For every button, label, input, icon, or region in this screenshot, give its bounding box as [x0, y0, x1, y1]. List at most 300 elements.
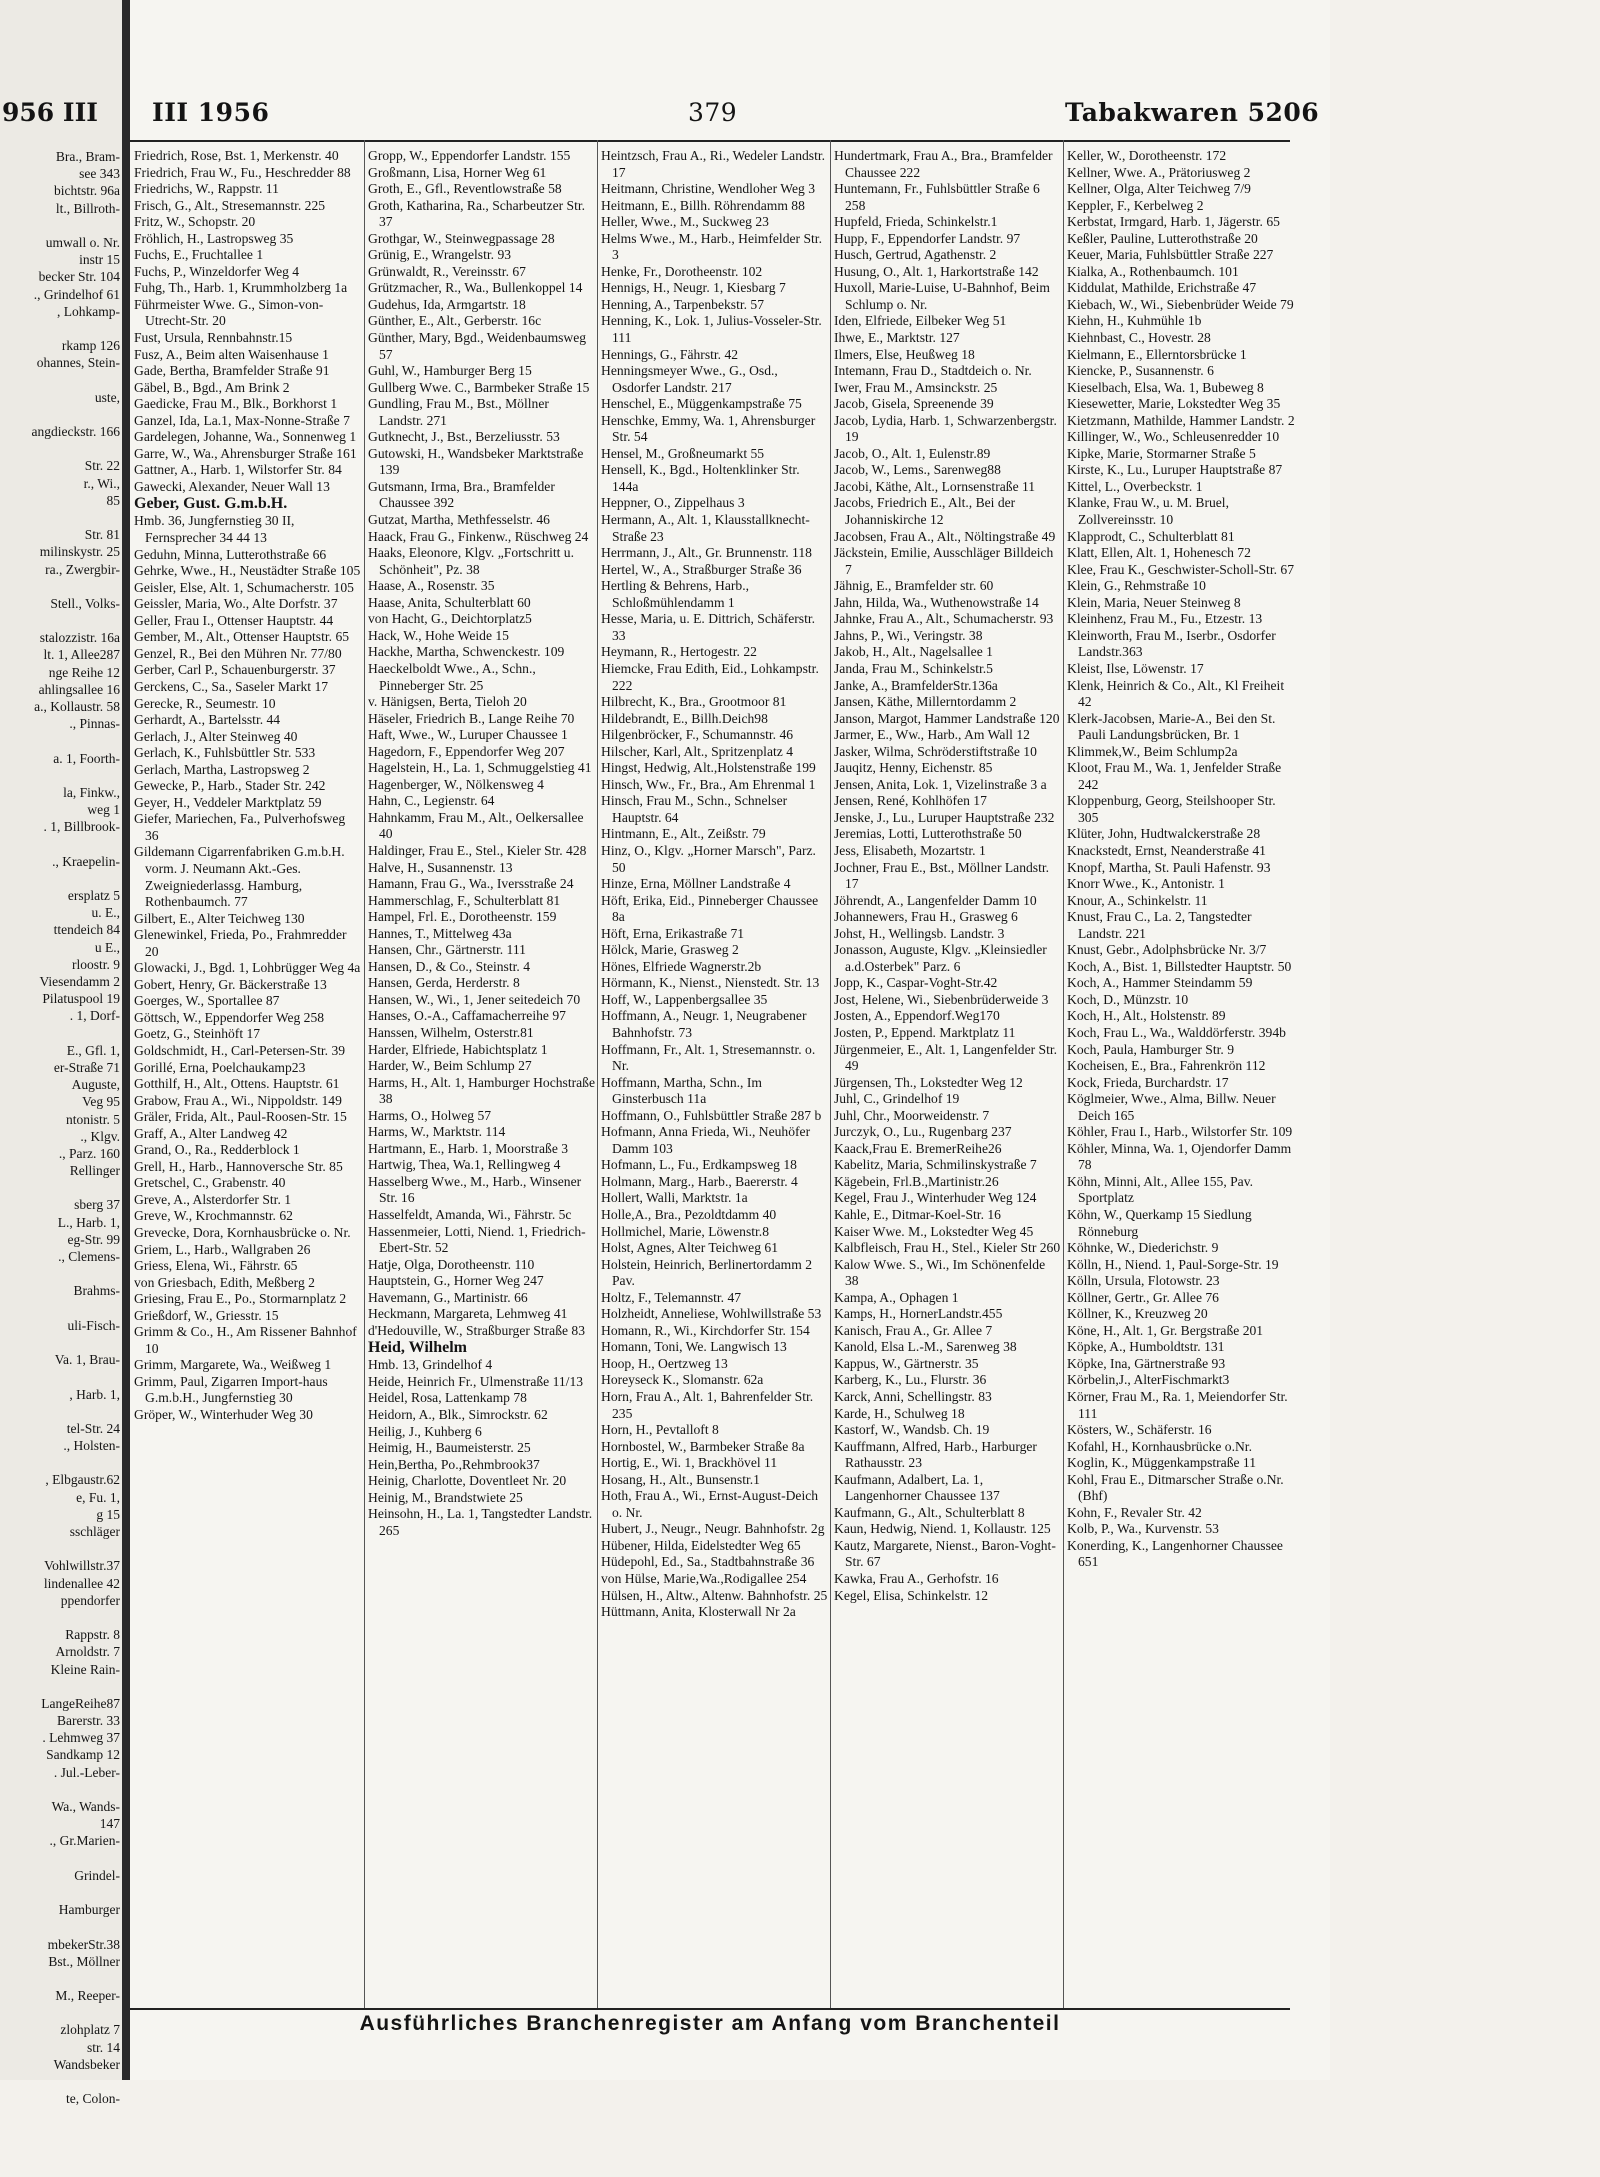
- directory-entry: Jarmer, E., Ww., Harb., Am Wall 12: [834, 727, 1030, 743]
- running-head-section: Tabakwaren 5206: [1065, 98, 1320, 127]
- directory-entry: Glowacki, J., Bgd. 1, Lohbrügger Weg 4a: [134, 960, 361, 976]
- directory-entry: Kanisch, Frau A., Gr. Allee 7: [834, 1322, 993, 1338]
- left-page-fragment-line: [2, 1781, 120, 1798]
- left-page-fragment-line: ., Klgv.: [80, 1128, 120, 1144]
- directory-entry: Fröhlich, H., Lastropsweg 35: [134, 230, 294, 246]
- directory-entry: Kalow Wwe. S., Wi., Im Schönenfelde 38: [834, 1256, 1046, 1289]
- left-page-fragment-line: ersplatz 5: [67, 888, 120, 904]
- directory-entry: Hupfeld, Frieda, Schinkelstr.1: [834, 214, 998, 230]
- directory-entry: Koch, D., Münzstr. 10: [1067, 991, 1189, 1007]
- left-page-fragment-line: [2, 1850, 120, 1867]
- directory-entry: Grünig, E., Wrangelstr. 93: [368, 247, 512, 263]
- directory-entry: Harder, W., Beim Schlump 27: [368, 1058, 532, 1074]
- directory-entry: Jürgenmeier, E., Alt. 1, Langenfelder Str. 49: [834, 1041, 1058, 1074]
- directory-entry: von Hülse, Marie,Wa.,Rodigallee 254: [601, 1571, 807, 1587]
- directory-entry: Köne, H., Alt. 1, Gr. Bergstraße 201: [1067, 1322, 1264, 1338]
- directory-entry: Klee, Frau K., Geschwister-Scholl-Str. 67: [1067, 561, 1295, 577]
- left-page-fragment-line: Barerstr. 33: [57, 1713, 120, 1729]
- directory-entry: Hilgenbröcker, F., Schumannstr. 46: [601, 727, 794, 743]
- directory-entry: Hingst, Hedwig, Alt.,Holstenstraße 199: [601, 760, 816, 776]
- left-page-fragment-line: ahlingsallee 16: [38, 681, 120, 697]
- directory-entry: Hölck, Marie, Grasweg 2: [601, 942, 739, 958]
- directory-entry: Goldschmidt, H., Carl-Petersen-Str. 39: [134, 1042, 346, 1058]
- directory-entry: Jauqitz, Henny, Eichenstr. 85: [834, 760, 993, 776]
- left-page-fragment-line: ., Parz. 160: [58, 1145, 120, 1161]
- directory-entry: Hinz, O., Klgv. „Horner Marsch", Parz. 50: [601, 842, 816, 875]
- left-page-fragment-line: see 343: [79, 166, 120, 182]
- directory-entry: Gawecki, Alexander, Neuer Wall 13: [134, 478, 330, 494]
- directory-entry: Heckmann, Margareta, Lehmweg 41: [368, 1306, 568, 1322]
- left-page-fragment-line: 85: [106, 492, 120, 508]
- directory-entry: Goerges, W., Sportallee 87: [134, 993, 280, 1009]
- directory-entry: Hildebrandt, E., Billh.Deich98: [601, 710, 768, 726]
- directory-entry: Hagedorn, F., Eppendorfer Weg 207: [368, 743, 565, 759]
- left-page-fragment-line: [2, 1025, 120, 1042]
- directory-entry: Köhnke, W., Diederichstr. 9: [1067, 1240, 1219, 1256]
- directory-entry: Heller, Wwe., M., Suckweg 23: [601, 214, 769, 230]
- directory-entry: Geduhn, Minna, Lutterothstraße 66: [134, 546, 327, 562]
- directory-entry: Harder, Elfriede, Habichtsplatz 1: [368, 1041, 548, 1057]
- directory-entry: Hundertmark, Frau A., Bra., Bramfelder Chaussee 222: [834, 148, 1053, 180]
- directory-entry: Kohn, F., Revaler Str. 42: [1067, 1504, 1202, 1520]
- left-page-fragment-line: uste,: [94, 389, 120, 405]
- directory-entry: Hoffmann, A., Neugr. 1, Neugrabener Bahnhofstr. 73: [601, 1008, 807, 1040]
- directory-entry: Klimmek,W., Beim Schlump2a: [1067, 743, 1238, 759]
- left-page-fragment-line: ohannes, Stein-: [36, 355, 120, 371]
- left-page-fragment-line: ., Pinnas-: [69, 716, 120, 732]
- directory-entry: Iden, Elfriede, Eilbeker Weg 51: [834, 313, 1007, 329]
- directory-entry: Klenk, Heinrich & Co., Alt., Kl Freiheit 42: [1067, 677, 1285, 710]
- directory-entry: Kautz, Margarete, Nienst., Baron-Voght-Str. 67: [834, 1537, 1056, 1570]
- directory-entry: Griess, Elena, Wi., Fährstr. 65: [134, 1258, 298, 1274]
- directory-entry: Hosang, H., Alt., Bunsenstr.1: [601, 1471, 760, 1487]
- directory-entry: Fuchs, P., Winzeldorfer Weg 4: [134, 263, 300, 279]
- directory-entry: Gorillé, Erna, Poelchaukamp23: [134, 1059, 306, 1075]
- directory-entry: Groth, E., Gfl., Reventlowstraße 58: [368, 181, 562, 197]
- directory-entry: Hammerschlag, F., Schulterblatt 81: [368, 892, 561, 908]
- directory-entry: Gutowski, H., Wandsbeker Marktstraße 139: [368, 445, 584, 478]
- left-page-text-column: [2, 148, 120, 2107]
- directory-entry: Graff, A., Alter Landweg 42: [134, 1125, 288, 1141]
- directory-entry: Greve, W., Krochmannstr. 62: [134, 1208, 293, 1224]
- directory-entry: Grimm, Paul, Zigarren Import-haus G.m.b.H., Jungfernstieg 30: [134, 1373, 328, 1406]
- directory-entry: Karck, Anni, Schellingstr. 83: [834, 1389, 992, 1405]
- directory-entry: Hubert, J., Neugr., Neugr. Bahnhofstr. 2g: [601, 1521, 825, 1537]
- directory-entry: Henning, A., Tarpenbekstr. 57: [601, 296, 765, 312]
- directory-entry: Huxoll, Marie-Luise, U-Bahnhof, Beim Schlump o. Nr.: [834, 280, 1050, 312]
- directory-entry: Haft, Wwe., W., Luruper Chaussee 1: [368, 727, 568, 743]
- directory-entry: Holst, Agnes, Alter Teichweg 61: [601, 1240, 779, 1256]
- directory-entry: Kellner, Olga, Alter Teichweg 7/9: [1067, 181, 1251, 197]
- directory-entry: Glenewinkel, Frieda, Po., Frahmredder 20: [134, 927, 347, 959]
- directory-entry: Heintzsch, Frau A., Ri., Wedeler Landstr. 17: [601, 148, 826, 180]
- directory-entry: Knackstedt, Ernst, Neanderstraße 41: [1067, 842, 1266, 858]
- directory-entry: Köhler, Frau I., Harb., Wilstorfer Str. 109: [1067, 1124, 1293, 1140]
- directory-entry: Hackhe, Martha, Schwenckestr. 109: [368, 644, 565, 660]
- left-page-fragment-line: ., Grindelhof 61: [33, 286, 120, 302]
- directory-entry: Körner, Frau M., Ra. 1, Meiendorfer Str. 111: [1067, 1389, 1288, 1421]
- directory-entry: Karberg, K., Lu., Flurstr. 36: [834, 1372, 987, 1388]
- directory-entry: Geisler, Else, Alt. 1, Schumacherstr. 105: [134, 579, 354, 595]
- directory-entry: Grützmacher, R., Wa., Bullenkoppel 14: [368, 280, 583, 296]
- directory-entry: Homann, R., Wi., Kirchdorfer Str. 154: [601, 1322, 810, 1338]
- left-page-fragment-line: Str. 22: [84, 458, 120, 474]
- directory-entry: Hoop, H., Oertzweg 13: [601, 1355, 728, 1371]
- directory-entry: Gerber, Carl P., Schauenburgerstr. 37: [134, 662, 336, 678]
- left-page-fragment-line: [2, 732, 120, 749]
- left-page-fragment-line: [2, 320, 120, 337]
- directory-entry: Gade, Bertha, Bramfelder Straße 91: [134, 363, 330, 379]
- directory-entry: Fust, Ursula, Rennbahnstr.15: [134, 330, 293, 346]
- directory-entry: Kiehn, H., Kuhmühle 1b: [1067, 313, 1202, 329]
- directory-entry: Kampa, A., Ophagen 1: [834, 1289, 959, 1305]
- directory-entry: Kiesewetter, Marie, Lokstedter Weg 35: [1067, 396, 1281, 412]
- directory-entry: Hatje, Olga, Dorotheenstr. 110: [368, 1256, 535, 1272]
- directory-entry: Jähnig, E., Bramfelder str. 60: [834, 578, 994, 594]
- directory-entry: Grand, O., Ra., Redderblock 1: [134, 1142, 300, 1158]
- left-page-fragment-line: [2, 217, 120, 234]
- directory-entry: Jochner, Frau E., Bst., Möllner Landstr. 17: [834, 859, 1050, 892]
- directory-entry: Höft, Erika, Eid., Pinneberger Chaussee 8a: [601, 892, 819, 925]
- directory-entry: Josten, A., Eppendorf.Weg170: [834, 1008, 1000, 1024]
- directory-entry: Körbelin,J., AlterFischmarkt3: [1067, 1372, 1230, 1388]
- directory-entry: Kialka, A., Rothenbaumch. 101: [1067, 263, 1239, 279]
- directory-entry: Kloot, Frau M., Wa. 1, Jenfelder Straße 242: [1067, 760, 1282, 792]
- directory-entry: Köllner, Gertr., Gr. Allee 76: [1067, 1289, 1219, 1305]
- left-page-fragment-line: 147: [99, 1816, 120, 1832]
- directory-entry: Johst, H., Wellingsb. Landstr. 3: [834, 925, 1005, 941]
- directory-entry: Kabelitz, Maria, Schmilinskystraße 7: [834, 1157, 1037, 1173]
- directory-entry: Knust, Frau C., La. 2, Tangstedter Landstr. 221: [1067, 909, 1252, 941]
- directory-entry: Ganzel, Ida, La.1, Max-Nonne-Straße 7: [134, 412, 350, 428]
- directory-entry: Intemann, Frau D., Stadtdeich o. Nr.: [834, 363, 1032, 379]
- directory-entry: Henschel, E., Müggenkampstraße 75: [601, 396, 802, 412]
- left-page-fragment-line: ., Holsten-: [63, 1438, 120, 1454]
- directory-entry: Gardelegen, Johanne, Wa., Sonnenweg 1: [134, 429, 357, 445]
- directory-entry: Hinze, Erna, Möllner Landstraße 4: [601, 876, 791, 892]
- directory-entry: Horeyseck K., Slomanstr. 62a: [601, 1372, 764, 1388]
- directory-entry: Jopp, K., Caspar-Voght-Str.42: [834, 975, 998, 991]
- left-page-fragment-line: . 1, Billbrook-: [43, 819, 120, 835]
- directory-entry: Jahnke, Frau A., Alt., Schumacherstr. 93: [834, 611, 1054, 627]
- left-page-fragment-line: [2, 1179, 120, 1196]
- directory-entry: Griem, L., Harb., Wallgraben 26: [134, 1241, 311, 1257]
- directory-entry: Kittel, L., Overbeckstr. 1: [1067, 478, 1203, 494]
- left-page-fragment-line: , Elbgaustr.62: [45, 1472, 120, 1488]
- directory-entry: Gilbert, E., Alter Teichweg 130: [134, 910, 305, 926]
- directory-entry: Hülsen, H., Altw., Altenw. Bahnhofstr. 25: [601, 1587, 828, 1603]
- directory-entry: Hansen, W., Wi., 1, Jener seitedeich 70: [368, 991, 581, 1007]
- directory-entry: Gutzat, Martha, Methfesselstr. 46: [368, 512, 550, 528]
- directory-entry: Helms Wwe., M., Harb., Heimfelder Str. 3: [601, 230, 822, 263]
- directory-entry: Geyer, H., Veddeler Marktplatz 59: [134, 794, 322, 810]
- directory-entry: Henschke, Emmy, Wa. 1, Ahrensburger Str. 54: [601, 412, 816, 445]
- left-page-fragment-line: Va. 1, Brau-: [54, 1352, 120, 1368]
- left-page-fragment-line: [2, 509, 120, 526]
- left-page-fragment-line: lt., Billroth-: [55, 200, 120, 216]
- left-page-fragment-line: Auguste,: [71, 1077, 120, 1093]
- left-page-fragment-line: a. 1, Foorth-: [53, 750, 120, 766]
- left-page-fragment-line: te, Colon-: [66, 2091, 120, 2107]
- left-page-fragment-line: Rappstr. 8: [65, 1627, 120, 1643]
- directory-entry: Koglin, K., Müggenkampstraße 11: [1067, 1455, 1257, 1471]
- directory-entry: Grothgar, W., Steinwegpassage 28: [368, 230, 555, 246]
- directory-entry: Gropp, W., Eppendorfer Landstr. 155: [368, 148, 571, 163]
- left-page-fragment-line: ttendeich 84: [53, 922, 120, 938]
- directory-entry: Gerhardt, A., Bartelsstr. 44: [134, 712, 281, 728]
- directory-entry: Hoff, W., Lappenbergsallee 35: [601, 991, 768, 1007]
- left-page-fragment-line: la, Finkw.,: [63, 784, 120, 800]
- left-page-fragment-line: Brahms-: [73, 1283, 120, 1299]
- left-page-fragment-line: mbekerStr.38: [47, 1936, 120, 1952]
- directory-entry: Hack, W., Hohe Weide 15: [368, 627, 509, 643]
- directory-entry: Guhl, W., Hamburger Berg 15: [368, 363, 532, 379]
- left-page-fragment-line: [2, 1368, 120, 1385]
- directory-entry: Hasselberg Wwe., M., Harb., Winsener Str. 16: [368, 1173, 582, 1206]
- directory-entry: Kohl, Frau E., Ditmarscher Straße o.Nr. (Bhf): [1067, 1471, 1284, 1504]
- directory-entry: Hansen, Gerda, Herderstr. 8: [368, 975, 520, 991]
- directory-entry: Huntemann, Fr., Fuhlsbüttler Straße 6 258: [834, 181, 1040, 213]
- directory-entry: Klüter, John, Hudtwalckerstraße 28: [1067, 826, 1261, 842]
- left-page-fragment-line: , Lohkamp-: [57, 303, 120, 319]
- directory-entry: Heymann, R., Hertogestr. 22: [601, 644, 757, 660]
- directory-entry: Heitmann, E., Billh. Röhrendamm 88: [601, 197, 805, 213]
- left-page-fragment-line: Viesendamm 2: [39, 974, 120, 989]
- footer-notice: Ausführliches Branchenregister am Anfang vom Branchenteil: [359, 2012, 1061, 2035]
- directory-entry: Hamann, Frau G., Wa., Iversstraße 24: [368, 876, 574, 892]
- directory-entry: Hornbostel, W., Barmbeker Straße 8a: [601, 1438, 805, 1454]
- book-gutter: [122, 0, 130, 2080]
- directory-entry: Kamps, H., HornerLandstr.455: [834, 1306, 1003, 1322]
- directory-entry: Kirste, K., Lu., Luruper Hauptstraße 87: [1067, 462, 1283, 478]
- column-1: [134, 148, 362, 2010]
- directory-entry: Henke, Fr., Dorotheenstr. 102: [601, 263, 763, 279]
- directory-entry: Jost, Helene, Wi., Siebenbrüderweide 3: [834, 991, 1049, 1007]
- directory-entry: Kellner, Wwe. A., Prätoriusweg 2: [1067, 164, 1251, 180]
- directory-entry: Heitmann, Christine, Wendloher Weg 3: [601, 181, 816, 197]
- directory-entry: Klatt, Ellen, Alt. 1, Hohenesch 72: [1067, 545, 1251, 561]
- directory-entry: Heide, Heinrich Fr., Ulmenstraße 11/13: [368, 1373, 584, 1389]
- directory-entry: Heidorn, A., Blk., Simrockstr. 62: [368, 1407, 548, 1423]
- directory-entry: Jensen, René, Kohlhöfen 17: [834, 793, 987, 809]
- directory-entry: Jansen, Käthe, Millerntordamm 2: [834, 694, 1017, 710]
- directory-entry: Hensell, K., Bgd., Holtenklinker Str. 144a: [601, 462, 800, 494]
- directory-entry: Hein,Bertha, Po.,Rehmbrook37: [368, 1456, 540, 1472]
- directory-entry: Garre, W., Wa., Ahrensburger Straße 161: [134, 445, 357, 461]
- directory-entry: Haase, Anita, Schulterblatt 60: [368, 594, 531, 610]
- directory-entry: Gattner, A., Harb. 1, Wilstorfer Str. 84: [134, 462, 342, 478]
- left-page-fragment-line: u. E.,: [91, 905, 120, 921]
- directory-entry: Hartwig, Thea, Wa.1, Rellingweg 4: [368, 1157, 561, 1173]
- directory-entry: Keppler, F., Kerbelweg 2: [1067, 197, 1204, 213]
- left-page-fragment-line: Wa., Wands-: [51, 1799, 120, 1814]
- directory-entry: Jäckstein, Emilie, Ausschläger Billdeich 7: [834, 545, 1054, 577]
- directory-entry: Keuer, Maria, Fuhlsbüttler Straße 227: [1067, 247, 1274, 263]
- directory-entry: Gobert, Henry, Gr. Bäckerstraße 13: [134, 976, 327, 992]
- directory-entry: Klapprodt, C., Schulterblatt 81: [1067, 528, 1235, 544]
- directory-entry: Hertling & Behrens, Harb., Schloßmühlendamm 1: [601, 578, 749, 610]
- directory-entry: Kiencke, P., Susannenstr. 6: [1067, 363, 1214, 379]
- directory-entry: Jahn, Hilda, Wa., Wuthenowstraße 14: [834, 594, 1039, 610]
- directory-entry: Gerlach, J., Alter Steinweg 40: [134, 728, 298, 744]
- left-page-fragment-line: LangeReihe87: [41, 1695, 120, 1711]
- directory-entry: Koch, A., Bist. 1, Billstedter Hauptstr. 50: [1067, 958, 1292, 974]
- directory-entry: Jahns, P., Wi., Veringstr. 38: [834, 627, 983, 643]
- directory-entry: Kiddulat, Mathilde, Erichstraße 47: [1067, 280, 1257, 296]
- directory-entry: Josten, P., Eppend. Marktplatz 11: [834, 1024, 1016, 1040]
- directory-entry: Geller, Frau I., Ottenser Hauptstr. 44: [134, 612, 334, 628]
- left-page-fragment-line: Arnoldstr. 7: [55, 1644, 120, 1660]
- directory-entry: Günther, E., Alt., Gerberstr. 16c: [368, 313, 542, 329]
- directory-entry: Jacobsen, Frau A., Alt., Nöltingstraße 49: [834, 528, 1056, 544]
- directory-entry: Kägebein, Frl.B.,Martinistr.26: [834, 1173, 999, 1189]
- left-page-fragment-line: [2, 1265, 120, 1282]
- directory-entry: Gräler, Frida, Alt., Paul-Roosen-Str. 15: [134, 1109, 347, 1125]
- directory-entry: Hübener, Hilda, Eidelstedter Weg 65: [601, 1537, 801, 1553]
- directory-entry: Gildemann Cigarrenfabriken G.m.b.H. vorm. J. Neumann Akt.-Ges. Zweigniederlassg. Hamburg, Rothenbaumch. 77: [134, 844, 345, 910]
- directory-entry: Kolb, P., Wa., Kurvenstr. 53: [1067, 1521, 1219, 1537]
- directory-entry: Hoth, Frau A., Wi., Ernst-August-Deich o. Nr.: [601, 1488, 819, 1520]
- left-page-fragment-line: ., Kraepelin-: [52, 853, 120, 869]
- directory-entry: Heinig, M., Brandstwiete 25: [368, 1489, 523, 1505]
- directory-entry: Harms, W., Marktstr. 114: [368, 1124, 506, 1140]
- directory-entry: Köpke, Ina, Gärtnerstraße 93: [1067, 1355, 1226, 1371]
- left-page-fragment-line: Rellinger: [69, 1163, 120, 1179]
- directory-entry: Kaufmann, G., Alt., Schulterblatt 8: [834, 1504, 1025, 1520]
- left-page-fragment-line: [2, 1970, 120, 1987]
- directory-entry: Gäbel, B., Bgd., Am Brink 2: [134, 379, 290, 395]
- left-page-fragment-line: ppendorfer: [60, 1592, 120, 1608]
- directory-entry: Heinsohn, H., La. 1, Tangstedter Landstr. 265: [368, 1506, 593, 1538]
- directory-entry: Jonasson, Auguste, Klgv. „Kleinsiedler a.d.Osterbek" Parz. 6: [834, 942, 1047, 974]
- directory-entry: Höft, Erna, Erikastraße 71: [601, 925, 745, 941]
- directory-entry: Hansen, Chr., Gärtnerstr. 111: [368, 942, 526, 958]
- directory-entry: Hassenmeier, Lotti, Niend. 1, Friedrich-Ebert-Str. 52: [368, 1223, 586, 1256]
- directory-entry: Hensel, M., Großneumarkt 55: [601, 445, 765, 461]
- directory-entry: Havemann, G., Martinistr. 66: [368, 1289, 528, 1305]
- directory-entry: Gewecke, P., Harb., Stader Str. 242: [134, 778, 326, 794]
- directory-entry: Kofahl, H., Kornhausbrücke o.Nr.: [1067, 1438, 1252, 1454]
- left-page-fragment-line: Pilatuspool 19: [42, 991, 120, 1007]
- left-page-fragment-line: [2, 1918, 120, 1935]
- left-page-fragment-line: becker Str. 104: [38, 269, 120, 285]
- directory-entry: Juhl, Chr., Moorweidenstr. 7: [834, 1107, 990, 1123]
- directory-entry: Jurczyk, O., Lu., Rugenbarg 237: [834, 1124, 1012, 1140]
- directory-entry: Gutknecht, J., Bst., Berzeliusstr. 53: [368, 429, 560, 445]
- directory-entry: Hmb. 36, Jungfernstieg 30 II, Fernsprecher 34 44 13: [134, 513, 295, 546]
- directory-entry: Jenske, J., Lu., Luruper Hauptstraße 232: [834, 809, 1055, 825]
- directory-entry: Klerk-Jacobsen, Marie-A., Bei den St. Pauli Landungsbrücken, Br. 1: [1067, 710, 1276, 743]
- left-page-fragment-line: ra., Zwergbir-: [45, 561, 120, 577]
- left-page-fragment-line: sberg 37: [74, 1197, 120, 1213]
- directory-entry: Hoffmann, Martha, Schn., Im Ginsterbusch 11a: [601, 1074, 762, 1107]
- directory-entry: Kanold, Elsa L.-M., Sarenweg 38: [834, 1339, 1017, 1355]
- directory-entry: Koch, Paula, Hamburger Str. 9: [1067, 1041, 1235, 1057]
- directory-entry: Häseler, Friedrich B., Lange Reihe 70: [368, 710, 575, 726]
- directory-entry: Giefer, Mariechen, Fa., Pulverhofsweg 36: [134, 811, 346, 843]
- directory-entry: Hagelstein, H., La. 1, Schmuggelstieg 41: [368, 760, 592, 776]
- directory-entry: Grimm & Co., H., Am Rissener Bahnhof 10: [134, 1324, 357, 1356]
- left-page-fragment-line: Veg 95: [82, 1094, 120, 1110]
- directory-entry: Kipke, Marie, Stormarner Straße 5: [1067, 445, 1256, 461]
- left-page-fragment-line: eg-Str. 99: [67, 1231, 120, 1247]
- directory-entry: Fusz, A., Beim alten Waisenhause 1: [134, 346, 329, 362]
- directory-entry: Heilig, J., Kuhberg 6: [368, 1423, 482, 1439]
- directory-entry: Keller, W., Dorotheenstr. 172: [1067, 148, 1227, 163]
- directory-entry: von Hacht, G., Deichtorplatz5: [368, 611, 532, 627]
- directory-entry: Gerlach, Martha, Lastropsweg 2: [134, 761, 310, 777]
- directory-entry: Hoffmann, Fr., Alt. 1, Stresemannstr. o. Nr.: [601, 1041, 816, 1074]
- directory-entry: Kocheisen, E., Bra., Fahrenkrön 112: [1067, 1058, 1266, 1074]
- directory-entry: Gudehus, Ida, Armgartstr. 18: [368, 296, 526, 312]
- directory-entry: Kaiser Wwe. M., Lokstedter Weg 45: [834, 1223, 1034, 1239]
- directory-entry: Harms, O., Holweg 57: [368, 1107, 492, 1123]
- directory-entry: Gutsmann, Irma, Bra., Bramfelder Chaussee 392: [368, 478, 555, 511]
- directory-entry: v. Hänigsen, Berta, Tieloh 20: [368, 694, 527, 710]
- directory-entry: Holstein, Heinrich, Berlinertordamm 2 Pav.: [601, 1256, 813, 1289]
- directory-entry: Friedrich, Rose, Bst. 1, Merkenstr. 40: [134, 148, 339, 163]
- left-page-fragment-line: g 15: [96, 1506, 120, 1522]
- directory-entry: Juhl, C., Grindelhof 19: [834, 1091, 960, 1107]
- directory-entry: Gehrke, Wwe., H., Neustädter Straße 105: [134, 563, 361, 579]
- directory-entry: Genzel, R., Bei den Mühren Nr. 77/80: [134, 645, 342, 661]
- directory-entry: Kösters, W., Schäferstr. 16: [1067, 1422, 1212, 1438]
- left-page-fragment-line: Str. 81: [84, 527, 120, 543]
- left-page-fragment-line: nge Reihe 12: [48, 664, 120, 680]
- directory-entry: Janson, Margot, Hammer Landstraße 120: [834, 710, 1060, 726]
- left-page-fragment-line: Kleine Rain-: [50, 1661, 120, 1677]
- directory-entry: Köpke, A., Humboldtstr. 131: [1067, 1339, 1225, 1355]
- directory-entry: Hartmann, E., Harb. 1, Moorstraße 3: [368, 1140, 569, 1156]
- directory-entry: Haase, A., Rosenstr. 35: [368, 578, 495, 594]
- directory-entry: Grevecke, Dora, Kornhausbrücke o. Nr.: [134, 1225, 351, 1240]
- left-page-fragment-line: umwall o. Nr.: [45, 234, 120, 250]
- directory-entry: Hönes, Elfriede Wagnerstr.2b: [601, 958, 762, 974]
- directory-entry: Kerbstat, Irmgard, Harb. 1, Jägerstr. 65: [1067, 214, 1280, 230]
- left-page-fragment-line: e, Fu. 1,: [76, 1489, 120, 1505]
- left-page-fragment-line: tel-Str. 24: [66, 1420, 120, 1436]
- directory-entry: Ilmers, Else, Heußweg 18: [834, 346, 975, 362]
- directory-entry: Knorr Wwe., K., Antonistr. 1: [1067, 876, 1225, 892]
- left-page-fragment-line: [2, 1334, 120, 1351]
- left-page-fragment-line: lindenallee 42: [43, 1575, 120, 1591]
- directory-entry: Göttsch, W., Eppendorfer Weg 258: [134, 1009, 325, 1025]
- directory-entry: Hanses, O.-A., Caffamacherreihe 97: [368, 1008, 566, 1024]
- column-divider: [597, 140, 598, 2010]
- left-page-fragment-line: L., Harb. 1,: [57, 1214, 120, 1230]
- directory-entry: Köllner, K., Kreuzweg 20: [1067, 1306, 1208, 1322]
- directory-entry: Jacob, W., Lems., Sarenweg88: [834, 462, 1001, 478]
- directory-entry: Frisch, G., Alt., Stresemannstr. 225: [134, 197, 326, 213]
- left-page-fragment-line: [2, 1300, 120, 1317]
- directory-entry: Jacobi, Käthe, Alt., Lornsenstraße 11: [834, 478, 1036, 494]
- left-page-fragment-line: M., Reeper-: [55, 1988, 120, 2004]
- directory-entry: Gretschel, C., Grabenstr. 40: [134, 1175, 286, 1191]
- directory-entry: Fuhg, Th., Harb. 1, Krummholzberg 1a: [134, 280, 348, 296]
- directory-entry: Hertel, W., A., Straßburger Straße 36: [601, 561, 802, 577]
- left-page-fragment-line: Vohlwillstr.37: [44, 1558, 120, 1574]
- directory-entry: Killinger, W., Wo., Schleusenredder 10: [1067, 429, 1280, 445]
- directory-entry: Holmann, Marg., Harb., Baererstr. 4: [601, 1173, 798, 1189]
- directory-entry: Koch, A., Hammer Steindamm 59: [1067, 975, 1253, 991]
- directory-entry: Kölln, H., Niend. 1, Paul-Sorge-Str. 19: [1067, 1256, 1279, 1272]
- directory-entry: Köhn, W., Querkamp 15 Siedlung Rönneburg: [1067, 1207, 1252, 1239]
- directory-entry: Hinsch, Ww., Fr., Bra., Am Ehrenmal 1: [601, 776, 816, 792]
- directory-entry: Knour, A., Schinkelstr. 11: [1067, 892, 1208, 908]
- directory-entry: Kleist, Ilse, Löwenstr. 17: [1067, 660, 1204, 676]
- directory-entry: Henning, K., Lok. 1, Julius-Vosseler-Str. 111: [601, 313, 822, 346]
- directory-entry: Koch, Frau L., Wa., Walddörferstr. 394b: [1067, 1024, 1286, 1040]
